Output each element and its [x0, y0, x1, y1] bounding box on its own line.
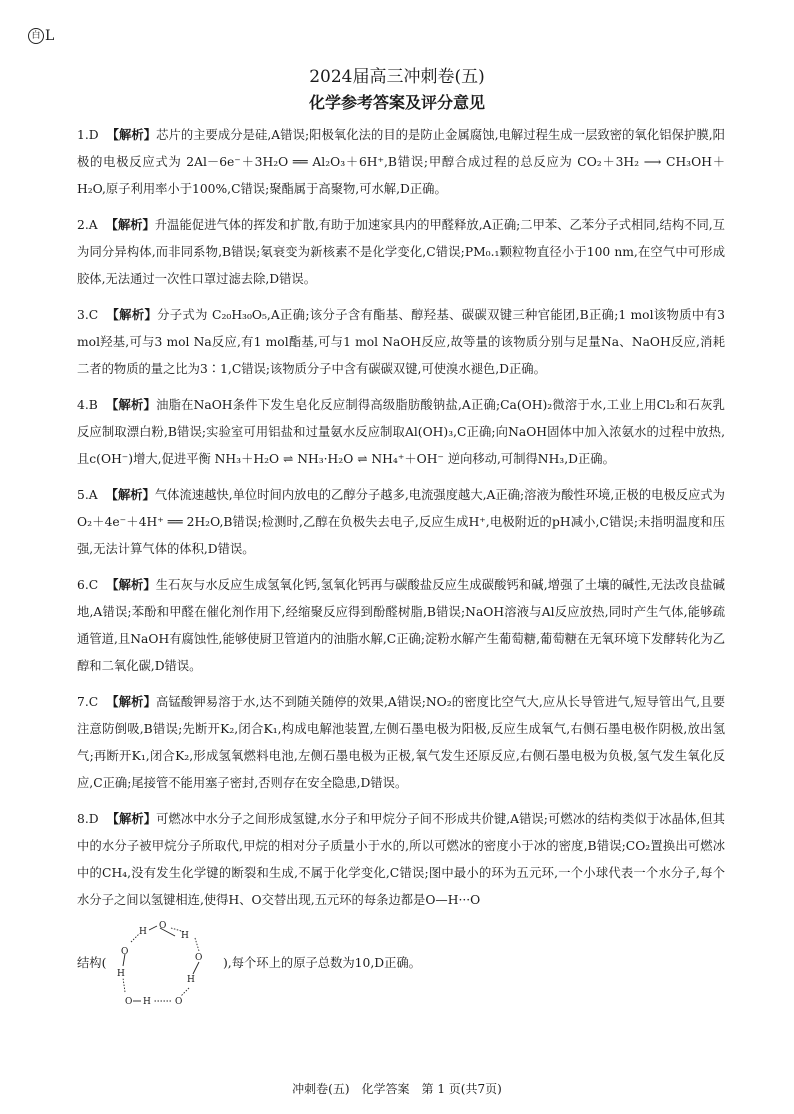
- ring-atom: H: [187, 975, 195, 985]
- analysis-tag: 【解析】: [106, 128, 157, 142]
- ring-atom: O: [125, 997, 133, 1007]
- analysis-tag: 【解析】: [106, 695, 157, 709]
- answer-5: [77, 482, 725, 563]
- answer-text: 芯片的主要成分是硅,A错误;阳极氧化法的目的是防止金属腐蚀,电解过程生成一层致密的氧化铝保护膜,阳极的电极反应式为 2Al－6e⁻＋3H₂O ══ Al₂O₃＋6H⁺,B错误;甲醇合成过程的总反应为 CO₂＋3H₂ ⟶ CH₃OH＋H₂O,原子利用率小于100%,C错误;聚酯属于高聚物,可水解,D正确。: [77, 128, 725, 196]
- answer-number: 4.B: [77, 398, 98, 412]
- page-footer: 冲刺卷(五) 化学答案 第 1 页(共7页): [292, 1082, 502, 1096]
- answer-text: 生石灰与水反应生成氢氧化钙,氢氧化钙再与碳酸盐反应生成碳酸钙和碱,增强了土壤的碱性,无法改良盐碱地,A错误;苯酚和甲醛在催化剂作用下,经缩聚反应得到酚醛树脂,B错误;NaOH溶液与Al反应放热,同时产生气体,能够疏通管道,且NaOH有腐蚀性,能够使厨卫管道内的油脂水解,C正确;淀粉水解产生葡萄糖,葡萄糖在无氧环境下发酵转化为乙醇和二氧化碳,D错误。: [77, 578, 725, 673]
- answer-number: 5.A: [77, 488, 98, 502]
- analysis-tag: 【解析】: [105, 398, 157, 412]
- pentagon-ring-diagram: [113, 916, 221, 1011]
- ring-atom: H: [143, 997, 151, 1007]
- ring-atom: O: [195, 953, 203, 963]
- answer-text: 升温能促进气体的挥发和扩散,有助于加速家具内的甲醛释放,A正确;二甲苯、乙苯分子式相同,结构不同,互为同分异构体,而非同系物,B错误;氡衰变为新核素不是化学变化,C错误;PM₀.₁颗粒物直径小于100 nm,在空气中可形成胶体,无法通过一次性口罩过滤去除,D错误。: [77, 218, 725, 286]
- answer-number: 6.C: [77, 578, 99, 592]
- answer-number: 3.C: [77, 308, 99, 322]
- answer-8: [77, 806, 725, 914]
- ring-atom: H: [117, 969, 125, 979]
- answer-2: [77, 212, 725, 293]
- answer-text: 分子式为 C₂₀H₃₀O₅,A正确;该分子含有酯基、醇羟基、碳碳双键三种官能团,B正确;1 mol该物质中有3 mol羟基,可与3 mol Na反应,有1 mol酯基,可与1 mol NaOH反应,故等量的该物质分别与足量Na、NaOH反应,消耗二者的物质的量之比为3∶1,C错误;该物质分子中含有碳碳双键,可使溴水褪色,D正确。: [77, 308, 725, 376]
- answer-number: 7.C: [77, 695, 99, 709]
- ring-structure-line: [77, 916, 725, 1011]
- corner-badge: 白: [28, 28, 44, 44]
- answer-text: 高锰酸钾易溶于水,达不到随关随停的效果,A错误;NO₂的密度比空气大,应从长导管进气,短导管出气,且要注意防倒吸,B错误;先断开K₂,闭合K₁,构成电解池装置,左侧石墨电极为阳极,反应生成氧气,右侧石墨电极作阴极,放出氢气;再断开K₁,闭合K₂,形成氢氧燃料电池,左侧石墨电极为正极,氧气发生还原反应,右侧石墨电极为负极,氢气发生氧化反应,C正确;尾接管不能用塞子密封,否则存在安全隐患,D错误。: [77, 695, 725, 790]
- corner-letter: L: [45, 28, 55, 44]
- page-title: 2024届高三冲刺卷(五): [309, 67, 485, 87]
- answer-text: 油脂在NaOH条件下发生皂化反应制得高级脂肪酸钠盐,A正确;Ca(OH)₂微溶于水,工业上用Cl₂和石灰乳反应制取漂白粉,B错误;实验室可用铝盐和过量氨水反应制取Al(OH)₃,C正确;向NaOH固体中加入浓氨水的过程中放热,且c(OH⁻)增大,促进平衡 NH₃＋H₂O ⇌ NH₃·H₂O ⇌ NH₄⁺＋OH⁻ 逆向移动,可制得NH₃,D正确。: [77, 398, 725, 466]
- answer-number: 2.A: [77, 218, 98, 232]
- answer-4: [77, 392, 725, 473]
- answer-1: [77, 122, 725, 203]
- analysis-tag: 【解析】: [105, 488, 155, 502]
- answer-text: 可燃冰中水分子之间形成氢键,水分子和甲烷分子间不形成共价键,A错误;可燃冰的结构类似于冰晶体,但其中的水分子被甲烷分子所取代,甲烷的相对分子质量小于水的,所以可燃冰的密度小于冰的密度,B错误;CO₂置换出可燃冰中的CH₄,没有发生化学键的断裂和生成,不属于化学变化,C错误;图中最小的环为五元环,一个小球代表一个水分子,每个水分子之间以氢键相连,使得H、O交替出现,五元环的每条边都是O—H···O: [77, 812, 725, 907]
- answer-3: [77, 302, 725, 383]
- ring-atom: O: [175, 997, 183, 1007]
- ring-suffix: ),每个环上的原子总数为10,D正确。: [223, 956, 421, 970]
- answer-6: [77, 572, 725, 680]
- ring-atom: H: [139, 927, 147, 937]
- answer-text: 气体流速越快,单位时间内放电的乙醇分子越多,电流强度越大,A正确;溶液为酸性环境,正极的电极反应式为 O₂＋4e⁻＋4H⁺ ══ 2H₂O,B错误;检测时,乙醇在负极失去电子,反应生成H⁺,电极附近的pH减小,C错误;未指明温度和压强,无法计算气体的体积,D错误。: [77, 488, 725, 556]
- ring-atom: O: [121, 947, 129, 957]
- page-subtitle: 化学参考答案及评分意见: [308, 93, 485, 112]
- analysis-tag: 【解析】: [106, 812, 157, 826]
- ring-atom: O: [159, 921, 167, 931]
- analysis-tag: 【解析】: [105, 218, 155, 232]
- answer-7: [77, 689, 725, 797]
- answer-number: 8.D: [77, 812, 99, 826]
- ring-atom: H: [181, 931, 189, 941]
- answer-number: 1.D: [77, 128, 99, 142]
- ring-atoms: [117, 921, 202, 1007]
- analysis-tag: 【解析】: [106, 308, 158, 322]
- answer-content: [77, 122, 725, 1011]
- ring-prefix: 结构(: [77, 956, 107, 970]
- analysis-tag: 【解析】: [106, 578, 156, 592]
- corner-mark: [28, 28, 54, 44]
